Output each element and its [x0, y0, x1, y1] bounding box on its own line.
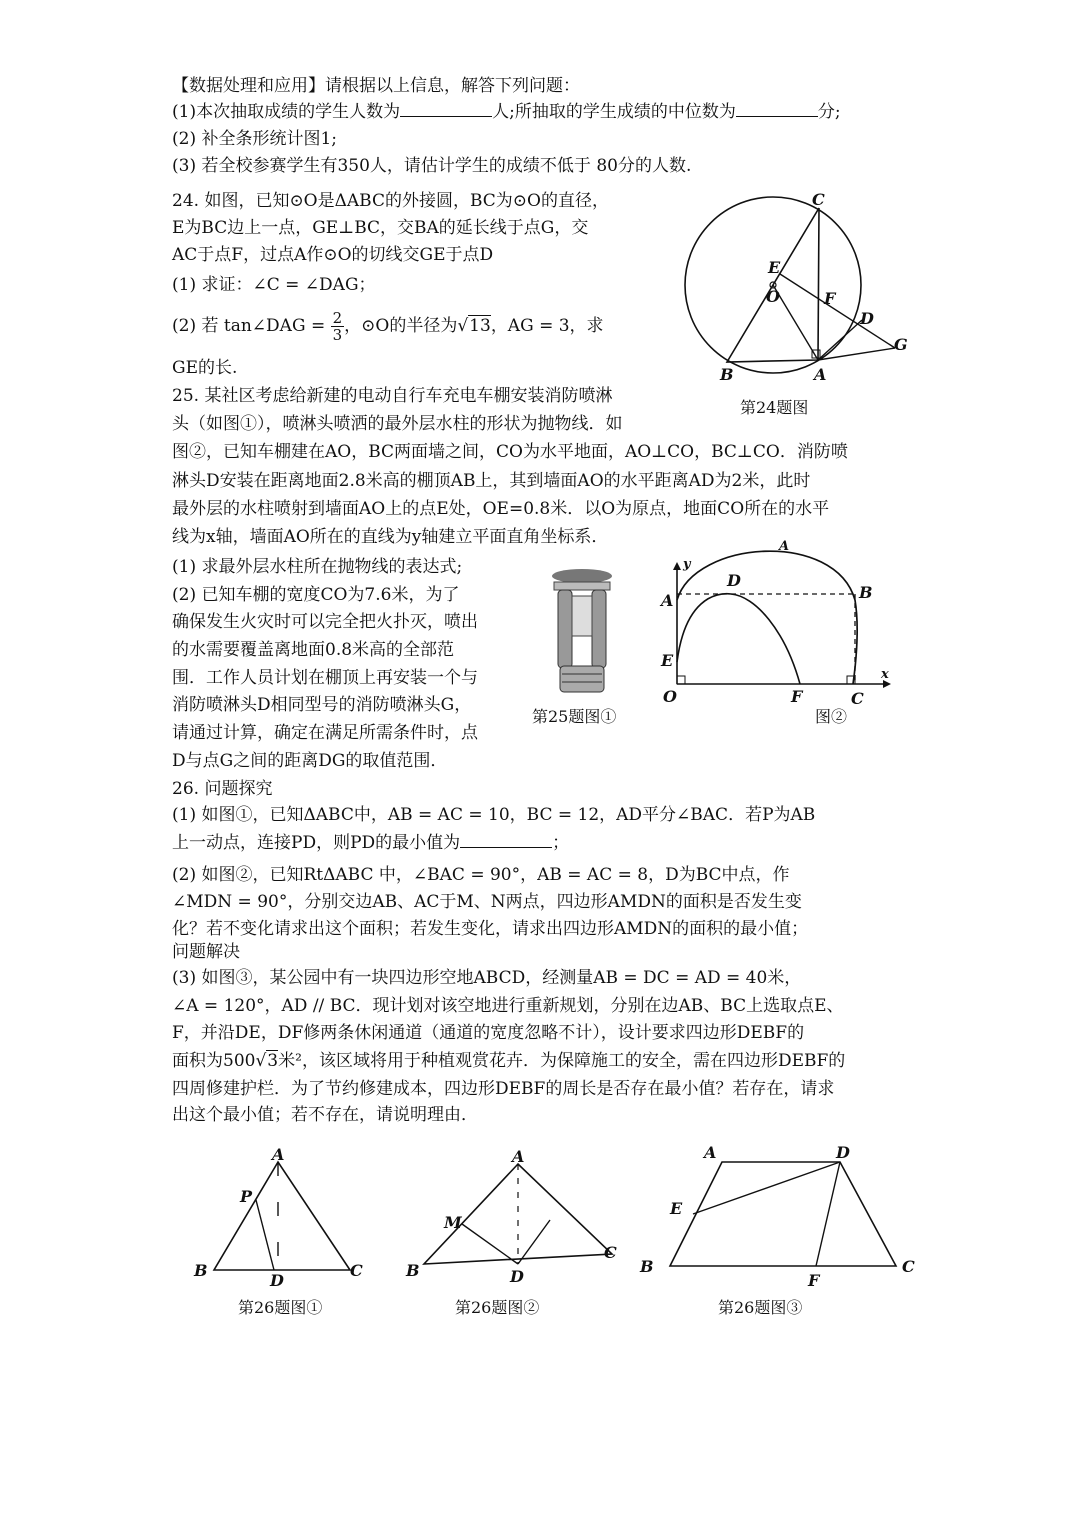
q25-part2-l1: (2) 已知车棚的宽度CO为7.6米，为了: [172, 585, 460, 605]
sprinkler-image: [540, 566, 630, 696]
q25-caption2: 图②: [815, 707, 848, 726]
answer-blank[interactable]: [400, 100, 492, 117]
label-a: A: [814, 365, 827, 384]
q25-part2-l2: 确保发生火灾时可以完全把火扑灭，喷出: [172, 612, 478, 632]
answer-blank[interactable]: [736, 100, 818, 117]
q24-figure: [680, 190, 920, 390]
svg-text:A: A: [704, 1143, 717, 1162]
q26-s1-b: 上一动点，连接PD，则PD的最小值为 ；: [172, 833, 570, 853]
svg-text:F: F: [808, 1271, 820, 1290]
q26-s3-b: ∠A = 120°，AD // BC．现计划对该空地进行重新规划，分别在边AB、BC上选取点E、: [172, 996, 844, 1016]
q25-line2: 头（如图①），喷淋头喷洒的最外层水柱的形状为抛物线．如: [172, 414, 623, 434]
label-e: E: [768, 258, 781, 277]
q24-line1: 24. 如图，已知⊙O是ΔABC的外接圆，BC为⊙O的直径，: [172, 191, 609, 211]
q25-line4: 淋头D安装在距离地面2.8米高的棚顶AB上，其到墙面AO的水平距离AD为2米，此时: [172, 471, 811, 491]
q25-figure: [655, 539, 895, 708]
svg-text:D: D: [836, 1143, 850, 1162]
question-23-part1: (1)本次抽取成绩的学生人数为 人;所抽取的学生成绩的中位数为 分;: [172, 102, 841, 122]
q26-s2-a: (2) 如图②，已知RtΔABC 中，∠BAC = 90°，AB = AC = 8，D为BC中点，作: [172, 865, 790, 885]
q26-s3-c: F，并沿DE，DF修两条休闲通道（通道的宽度忽略不计），设计要求四边形DEBF的: [172, 1023, 805, 1043]
q25-line3: 图②，已知车棚建在AO，BC两面墙之间，CO为水平地面，AO⊥CO，BC⊥CO．消防喷: [172, 442, 848, 462]
label-c: C: [812, 190, 825, 209]
data-section-header: 【数据处理和应用】请根据以上信息，解答下列问题：: [172, 76, 580, 96]
question-23-part3: (3) 若全校参赛学生有350人，请估计学生的成绩不低于 80分的人数.: [172, 156, 692, 176]
question-23-part2: (2) 补全条形统计图1;: [172, 129, 338, 149]
q25-caption1: 第25题图①: [532, 707, 617, 726]
q25-part2-l5: 消防喷淋头D相同型号的消防喷淋头G，: [172, 695, 472, 715]
q26-caption2: 第26题图②: [455, 1298, 540, 1317]
svg-text:A: A: [512, 1147, 525, 1166]
q25-line6: 线为x轴，墙面AO所在的直线为y轴建立平面直角坐标系．: [172, 527, 609, 547]
svg-text:C: C: [604, 1243, 617, 1262]
q26-figure2: [400, 1147, 630, 1290]
q24-line2: E为BC边上一点，GE⊥BC，交BA的延长线于点G，交: [172, 218, 589, 238]
q24-part1: (1) 求证：∠C = ∠DAG；: [172, 275, 376, 295]
q26-s3-f: 出这个最小值；若不存在，请说明理由．: [172, 1105, 478, 1125]
q26-caption1: 第26题图①: [238, 1298, 323, 1317]
svg-text:E: E: [661, 651, 674, 670]
svg-text:D: D: [270, 1271, 284, 1290]
svg-text:y: y: [683, 557, 691, 572]
svg-text:B: B: [859, 583, 873, 602]
q26-subtitle: 问题解决: [172, 942, 240, 962]
q25-part2-l3: 的水需要覆盖离地面0.8米高的全部范: [172, 640, 455, 660]
svg-text:M: M: [444, 1213, 462, 1232]
svg-text:C: C: [902, 1257, 915, 1276]
fraction: $\frac{2}{3}$: [332, 309, 343, 344]
line-ge: [780, 274, 895, 348]
svg-text:A: A: [272, 1145, 285, 1164]
q24-caption: 第24题图: [740, 398, 809, 417]
svg-text:F: F: [791, 687, 803, 706]
label-b: B: [720, 365, 734, 384]
q25-line1: 25. 某社区考虑给新建的电动自行车充电车棚安装消防喷淋: [172, 386, 613, 406]
q25-part2-l7: D与点G之间的距离DG的取值范围．: [172, 751, 448, 771]
svg-text:A: A: [779, 539, 790, 554]
label-g: G: [894, 335, 908, 354]
q24-line3: AC于点F，过点A作⊙O的切线交GE于点D: [172, 245, 494, 265]
svg-text:E: E: [670, 1199, 683, 1218]
svg-text:B: B: [640, 1257, 654, 1276]
svg-text:B: B: [406, 1261, 420, 1280]
q26-figure3: [640, 1140, 925, 1290]
q25-part2-l4: 围．工作人员计划在棚顶上再安装一个与: [172, 668, 478, 688]
q26-title: 26. 问题探究: [172, 779, 273, 799]
q24-part2: (2) 若 tan∠DAG = $\frac{2}{3}$ ，⊙O的半径为√13，AG = 3，求: [172, 309, 604, 344]
q26-caption3: 第26题图③: [718, 1298, 803, 1317]
q26-figure1: [190, 1145, 370, 1290]
q26-s3-e: 四周修建护栏．为了节约修建成本，四边形DEBF的周长是否存在最小值？若存在，请求: [172, 1079, 835, 1099]
svg-text:C: C: [851, 689, 864, 708]
q26-s2-b: ∠MDN = 90°，分别交边AB、AC于M、N两点，四边形AMDN的面积是否发生变: [172, 892, 802, 912]
q26-s2-c: 化？若不变化请求出这个面积；若发生变化，请求出四边形AMDN的面积的最小值；: [172, 919, 809, 939]
svg-text:A: A: [661, 591, 674, 610]
label-d: D: [860, 309, 874, 328]
svg-text:O: O: [663, 687, 677, 706]
svg-text:P: P: [240, 1187, 253, 1206]
label-f: F: [824, 289, 836, 308]
q25-part2-l6: 请通过计算，确定在满足所需条件时，点: [172, 723, 478, 743]
svg-text:B: B: [194, 1261, 208, 1280]
q26-s1-a: (1) 如图①，已知ΔABC中，AB = AC = 10，BC = 12，AD平分∠BAC．若P为AB: [172, 805, 816, 825]
q26-s3-a: (3) 如图③，某公园中有一块四边形空地ABCD，经测量AB = DC = AD = 40米，: [172, 968, 802, 988]
svg-text:x: x: [881, 667, 889, 682]
q25-line5: 最外层的水柱喷射到墙面AO上的点E处，OE=0.8米．以O为原点，地面CO所在的水平: [172, 499, 830, 519]
svg-text:D: D: [727, 571, 741, 590]
answer-blank[interactable]: [460, 831, 552, 848]
svg-text:D: D: [510, 1267, 524, 1286]
label-o: O: [766, 287, 780, 306]
q25-part1: (1) 求最外层水柱所在抛物线的表达式;: [172, 557, 463, 577]
q26-s3-d: 面积为500√3米²，该区域将用于种植观赏花卉．为保障施工的安全，需在四边形DEBF的: [172, 1051, 846, 1071]
svg-text:C: C: [350, 1261, 363, 1280]
q24-line6: GE的长.: [172, 358, 238, 378]
